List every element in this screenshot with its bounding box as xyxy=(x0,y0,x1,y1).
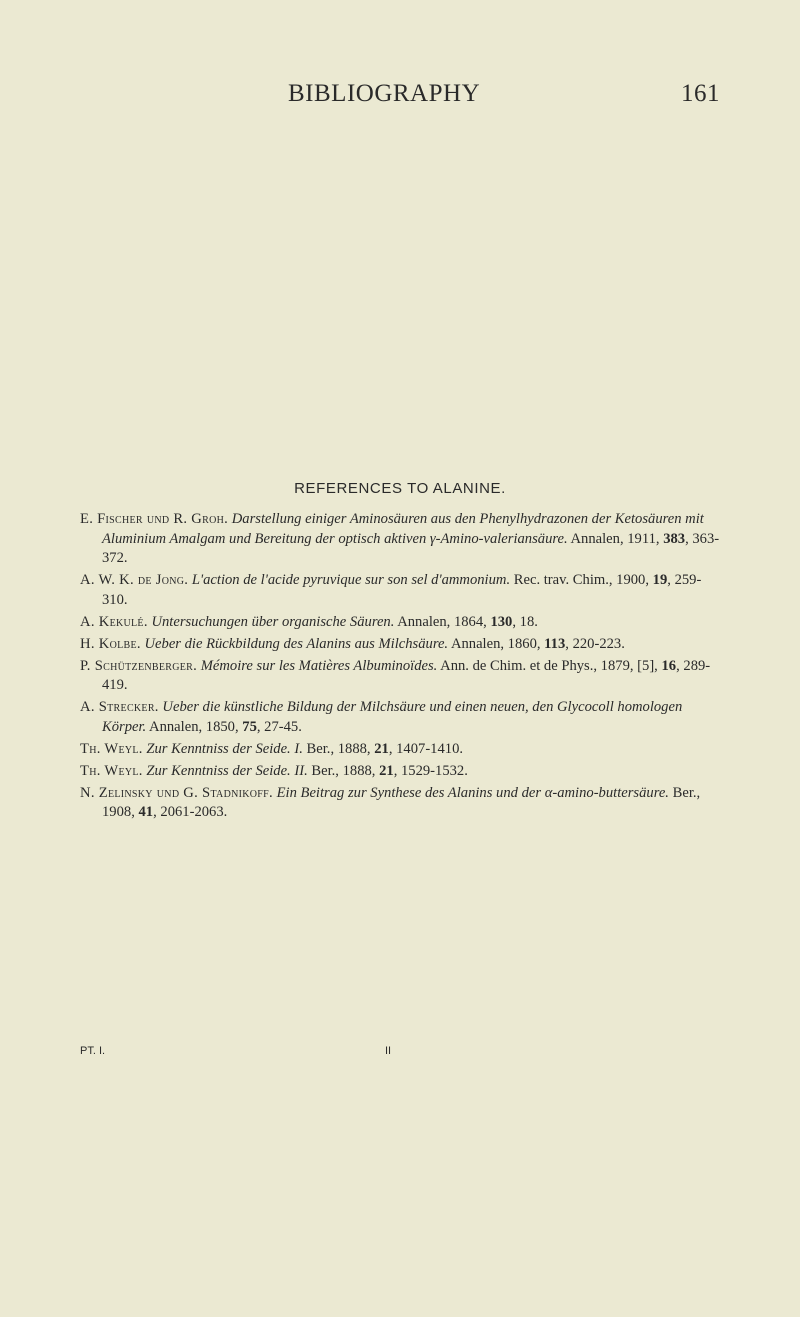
reference-title: L'action de l'acide pyruvique sur son sel d'ammonium. xyxy=(191,572,511,588)
reference-volume: 16 xyxy=(661,657,677,674)
reference-source: Annalen, 1911, xyxy=(570,530,660,547)
reference-volume: 130 xyxy=(490,613,513,630)
reference-pages: , 27-45. xyxy=(256,718,302,735)
reference-title: Ueber die künstliche Bildung der Milchsäure und einen neuen, den Glycocoll homologen Körper. xyxy=(102,699,683,735)
reference-volume: 383 xyxy=(663,530,686,547)
reference-title: Untersuchungen über organische Säuren. xyxy=(151,613,395,630)
reference-title: Zur Kenntniss der Seide. II. xyxy=(146,762,308,779)
reference-entry xyxy=(80,635,720,655)
reference-volume: 19 xyxy=(652,572,668,588)
reference-volume: 41 xyxy=(138,804,154,820)
reference-title: Ein Beitrag zur Synthese des Alanins und der α-amino-buttersäure. xyxy=(276,784,669,801)
reference-volume: 21 xyxy=(374,740,389,757)
reference-author: A. Strecker. xyxy=(80,699,159,715)
reference-entry xyxy=(80,571,720,610)
reference-author: P. Schützenberger. xyxy=(80,657,198,674)
running-head xyxy=(288,80,720,108)
reference-pages: , 1407-1410. xyxy=(388,740,464,757)
reference-pages: , 1529-1532. xyxy=(393,762,468,779)
reference-volume: 75 xyxy=(242,718,257,735)
reference-pages: , 289-419. xyxy=(102,657,711,693)
reference-entry xyxy=(80,762,720,782)
reference-title: Darstellung einiger Aminosäuren aus den Phenylhydrazonen der Ketosäuren mit Aluminium Amalgam und Bereitung der optisch aktiven γ-Amino-valeriansäure. xyxy=(102,511,704,547)
reference-source: Rec. trav. Chim., 1900, xyxy=(513,572,650,588)
reference-source: Ber., 1888, xyxy=(306,740,371,757)
printer-signature: PT. I. xyxy=(80,1045,106,1057)
reference-entry xyxy=(80,784,720,823)
reference-author: H. Kolbe. xyxy=(80,635,141,652)
reference-pages: , 220-223. xyxy=(565,635,625,652)
reference-entry xyxy=(80,613,720,633)
reference-pages: , 2061-2063. xyxy=(153,804,228,820)
reference-list xyxy=(80,510,720,825)
reference-author: Th. Weyl. xyxy=(80,740,143,757)
reference-author: N. Zelinsky und G. Stadnikoff. xyxy=(80,784,273,801)
sheet-number: II xyxy=(385,1045,392,1057)
reference-entry xyxy=(80,740,720,760)
reference-entry xyxy=(80,657,720,696)
reference-source: Ber., 1888, xyxy=(311,762,376,779)
running-title: BIBLIOGRAPHY xyxy=(288,80,481,107)
reference-pages: , 363-372. xyxy=(102,530,720,566)
reference-pages: , 18. xyxy=(512,613,538,630)
reference-entry xyxy=(80,698,720,737)
reference-volume: 113 xyxy=(544,635,566,652)
reference-source: Ber., 1908, xyxy=(102,784,701,820)
page-number: 161 xyxy=(681,80,720,107)
reference-volume: 21 xyxy=(379,762,394,779)
reference-pages: , 259-310. xyxy=(102,572,702,608)
reference-author: E. Fischer und R. Groh. xyxy=(80,511,229,527)
reference-source: Annalen, 1850, xyxy=(149,718,239,735)
reference-title: Mémoire sur les Matières Albuminoïdes. xyxy=(200,657,438,674)
reference-title: Zur Kenntniss der Seide. I. xyxy=(146,740,303,757)
reference-entry xyxy=(80,510,720,569)
reference-source: Annalen, 1860, xyxy=(450,635,541,652)
reference-author: Th. Weyl. xyxy=(80,762,143,779)
reference-author: A. W. K. de Jong. xyxy=(80,572,189,588)
reference-author: A. Kekulé. xyxy=(80,613,148,630)
section-heading: REFERENCES TO ALANINE. xyxy=(294,480,506,497)
reference-source: Ann. de Chim. et de Phys., 1879, [5], xyxy=(440,657,658,674)
reference-source: Annalen, 1864, xyxy=(397,613,487,630)
reference-title: Ueber die Rückbildung des Alanins aus Milchsäure. xyxy=(144,635,449,652)
